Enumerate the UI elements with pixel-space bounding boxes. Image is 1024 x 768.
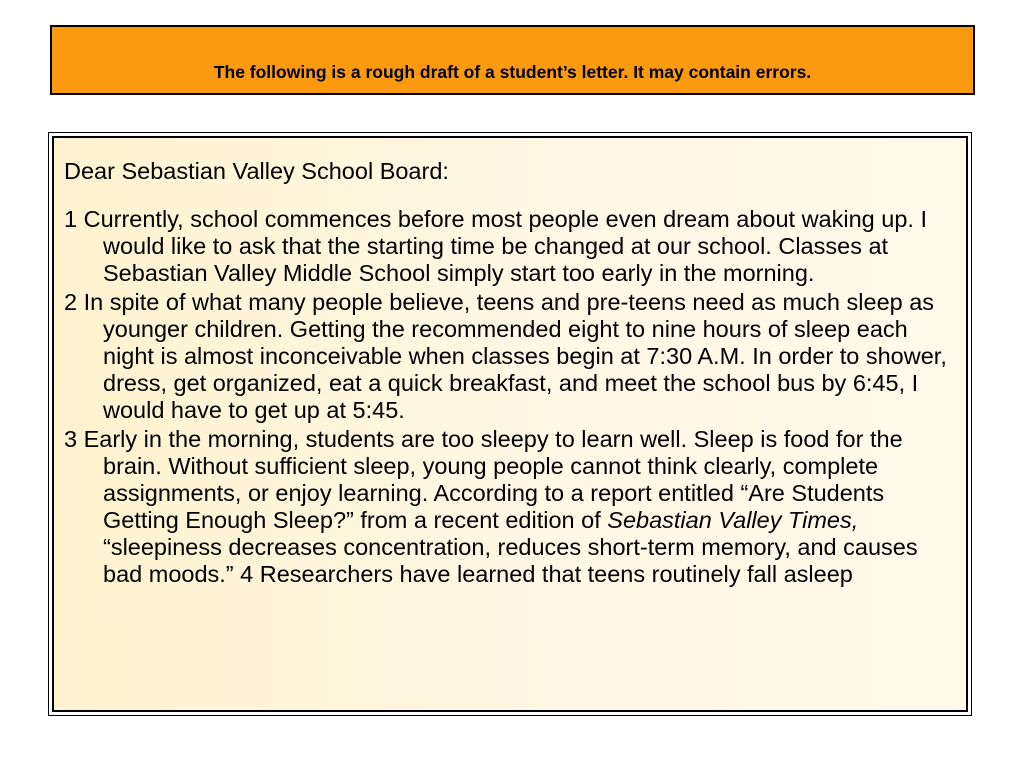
newspaper-title: Sebastian Valley Times,: [607, 507, 859, 533]
letter-salutation: Dear Sebastian Valley School Board:: [64, 158, 449, 184]
letter-paragraph-1: 1 Currently, school commences before most people even dream about waking up. I would like to ask that the starting time be changed at our school. Classes at Sebastian Valley Middle School simply start too early in the morning.: [64, 206, 927, 286]
letter-frame: [48, 132, 972, 716]
letter-panel: [52, 136, 968, 712]
paragraph-3-text-after: “sleepiness decreases concentration, reduces short-term memory, and causes bad moods.” 4 Researchers have learned that teens routinely fall asleep: [103, 534, 918, 587]
letter-body: [64, 158, 960, 590]
instruction-text: The following is a rough draft of a student’s letter. It may contain errors.: [213, 62, 812, 82]
instruction-banner: [50, 25, 975, 95]
letter-paragraph-3: [64, 426, 960, 588]
letter-paragraph-2: 2 In spite of what many people believe, teens and pre-teens need as much sleep as younger children. Getting the recommended eight to nine hours of sleep each night is almost inconceivable when classes begin at 7:30 A.M. In order to shower, dress, get organized, eat a quick breakfast, and meet the school bus by 6:45, I would have to get up at 5:45.: [64, 289, 947, 423]
paragraph-3-text-before: 3 Early in the morning, students are too sleepy to learn well. Sleep is food for the brain. Without sufficient sleep, young people cannot think clearly, complete assignments, or enjoy learning. According to a report entitled “Are Students Getting Enough Sleep?” from a recent edition of: [64, 426, 903, 533]
